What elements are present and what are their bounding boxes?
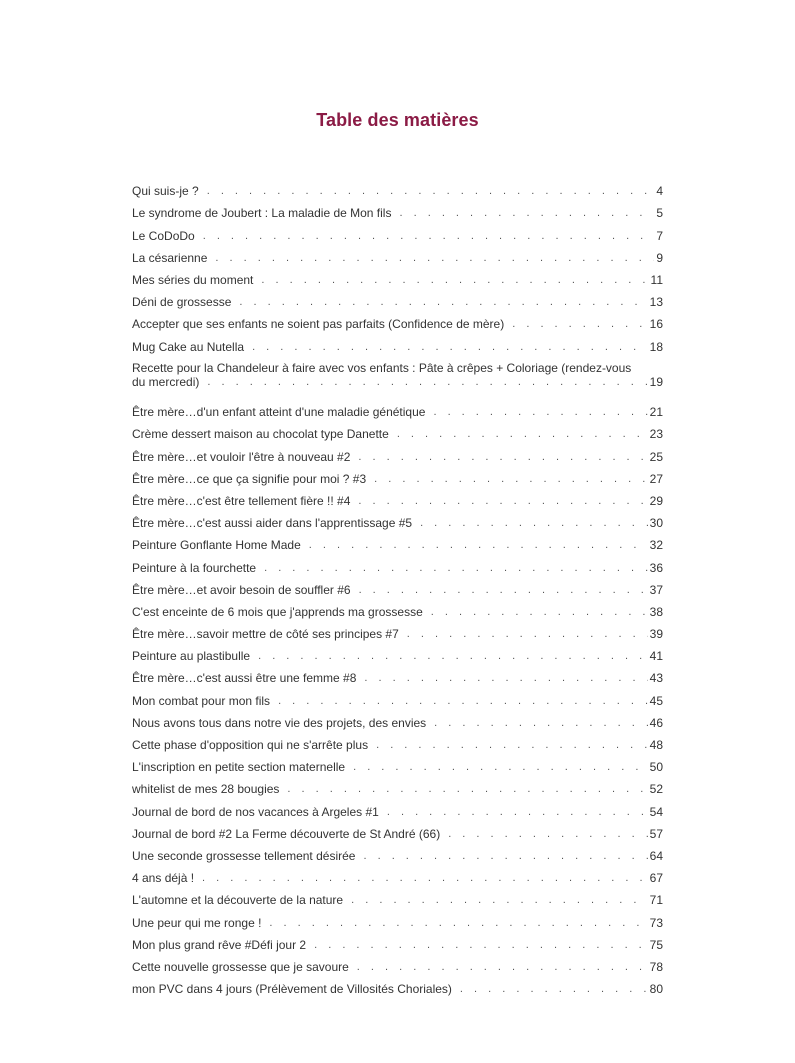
toc-entry[interactable] — [132, 597, 663, 619]
toc-dot-leader — [358, 450, 647, 464]
toc-entry-title: L'inscription en petite section maternelle — [132, 760, 346, 775]
toc-dot-leader — [207, 184, 655, 198]
toc-entry[interactable] — [132, 265, 663, 287]
toc-dot-leader — [374, 472, 648, 486]
toc-entry[interactable] — [132, 486, 663, 508]
toc-entry[interactable] — [132, 685, 663, 707]
toc-entry[interactable] — [132, 663, 663, 685]
toc-dot-leader — [261, 273, 648, 287]
toc-dot-leader — [433, 405, 647, 419]
toc-entry-page: 78 — [649, 959, 663, 974]
toc-entry-page: 16 — [649, 317, 663, 332]
toc-entry-page: 43 — [649, 671, 663, 686]
toc-entry-title: Peinture à la fourchette — [132, 560, 257, 575]
toc-entry-page: 46 — [649, 715, 663, 730]
toc-entry-page: 41 — [649, 649, 663, 664]
toc-entry[interactable] — [132, 176, 663, 198]
toc-dot-leader — [364, 671, 647, 685]
toc-entry-page: 9 — [656, 250, 663, 265]
toc-entry-title: Cette nouvelle grossesse que je savoure — [132, 959, 349, 974]
toc-entry-title: La césarienne — [132, 250, 208, 265]
toc-entry[interactable] — [132, 575, 663, 597]
toc-dot-leader — [309, 538, 648, 552]
toc-entry-title: Nous avons tous dans notre vie des projets, des envies — [132, 715, 427, 730]
toc-entry-title: mon PVC dans 4 jours (Prélèvement de Villosités Choriales) — [132, 982, 452, 997]
toc-entry[interactable] — [132, 287, 663, 309]
toc-dot-leader — [215, 251, 654, 265]
toc-entry[interactable] — [132, 397, 663, 419]
toc-dot-leader — [357, 960, 648, 974]
toc-dot-leader — [397, 427, 648, 441]
toc-entry-title: Être mère…et vouloir l'être à nouveau #2 — [132, 449, 351, 464]
toc-entry[interactable] — [132, 752, 663, 774]
toc-entry[interactable] — [132, 309, 663, 331]
toc-entry-page: 67 — [649, 871, 663, 886]
toc-entry[interactable] — [132, 974, 663, 996]
toc-dot-leader — [420, 516, 648, 530]
toc-entry-title: Être mère…c'est aussi aider dans l'apprentissage #5 — [132, 516, 413, 531]
toc-dot-leader — [407, 627, 648, 641]
toc-entry-page: 52 — [649, 782, 663, 797]
toc-entry[interactable] — [132, 952, 663, 974]
toc-entry-title: Une seconde grossesse tellement désirée — [132, 848, 356, 863]
toc-entry-page: 19 — [649, 374, 663, 389]
toc-entry[interactable] — [132, 508, 663, 530]
toc-entry-page: 30 — [649, 516, 663, 531]
toc-dot-leader — [258, 649, 648, 663]
table-of-contents — [132, 176, 663, 996]
toc-dot-leader — [387, 805, 648, 819]
toc-entry-page: 36 — [649, 560, 663, 575]
toc-entry[interactable] — [132, 841, 663, 863]
toc-entry[interactable] — [132, 907, 663, 929]
toc-entry-title: Mon combat pour mon fils — [132, 693, 271, 708]
toc-entry[interactable] — [132, 774, 663, 796]
toc-dot-leader — [431, 605, 648, 619]
toc-entry[interactable] — [132, 796, 663, 818]
toc-entry[interactable] — [132, 863, 663, 885]
toc-entry-page: 27 — [649, 471, 663, 486]
toc-entry-page: 25 — [649, 449, 663, 464]
toc-dot-leader — [353, 760, 648, 774]
toc-dot-leader — [314, 938, 648, 952]
toc-entry[interactable] — [132, 730, 663, 752]
toc-entry-page: 50 — [649, 760, 663, 775]
toc-entry-page: 75 — [649, 937, 663, 952]
toc-entry-page: 4 — [656, 184, 663, 199]
toc-dot-leader — [203, 229, 655, 243]
toc-entry-title-continued: du mercredi) — [132, 374, 200, 389]
toc-entry-page: 29 — [649, 493, 663, 508]
toc-entry-page: 38 — [649, 604, 663, 619]
toc-dot-leader — [202, 871, 648, 885]
toc-dot-leader — [358, 494, 647, 508]
toc-dot-leader — [264, 561, 648, 575]
toc-entry[interactable] — [132, 641, 663, 663]
toc-entry-title: Le CoDoDo — [132, 228, 195, 243]
toc-entry[interactable] — [132, 464, 663, 486]
toc-entry-page: 80 — [649, 982, 663, 997]
toc-entry-page: 57 — [649, 826, 663, 841]
toc-entry[interactable] — [132, 708, 663, 730]
toc-entry-title: Qui suis-je ? — [132, 184, 199, 199]
toc-dot-leader — [376, 738, 648, 752]
toc-dot-leader — [460, 982, 648, 996]
toc-entry-page: 18 — [649, 339, 663, 354]
toc-entry[interactable] — [132, 198, 663, 220]
toc-entry[interactable] — [132, 819, 663, 841]
toc-entry-title: Être mère…ce que ça signifie pour moi ? #3 — [132, 471, 367, 486]
toc-entry-title: Être mère…c'est aussi être une femme #8 — [132, 671, 357, 686]
toc-entry-page: 23 — [649, 427, 663, 442]
toc-entry[interactable] — [132, 552, 663, 574]
toc-entry-page: 11 — [650, 272, 663, 287]
toc-entry-title: C'est enceinte de 6 mois que j'apprends ma grossesse — [132, 604, 423, 619]
toc-entry[interactable] — [132, 354, 663, 389]
toc-entry-title: Peinture Gonflante Home Made — [132, 538, 301, 553]
toc-dot-leader — [239, 295, 647, 309]
toc-entry-title: Être mère…savoir mettre de côté ses principes #7 — [132, 627, 399, 642]
toc-entry-title: Mug Cake au Nutella — [132, 339, 245, 354]
toc-entry-page: 39 — [649, 627, 663, 642]
toc-entry[interactable] — [132, 619, 663, 641]
toc-entry-title: L'automne et la découverte de la nature — [132, 893, 344, 908]
toc-dot-leader — [359, 583, 648, 597]
toc-entry-page: 71 — [649, 893, 663, 908]
toc-dot-leader — [448, 827, 647, 841]
toc-entry-title: Être mère…c'est être tellement fière !! #4 — [132, 493, 351, 508]
toc-entry-title: Être mère…d'un enfant atteint d'une maladie génétique — [132, 405, 426, 420]
toc-entry-page: 21 — [649, 405, 663, 420]
toc-entry[interactable] — [132, 441, 663, 463]
toc-entry-title: Mes séries du moment — [132, 272, 254, 287]
toc-entry[interactable] — [132, 419, 663, 441]
toc-entry-title: Journal de bord #2 La Ferme découverte de St André (66) — [132, 826, 441, 841]
toc-entry[interactable] — [132, 530, 663, 552]
toc-entry-page: 45 — [649, 693, 663, 708]
toc-entry[interactable] — [132, 885, 663, 907]
toc-entry-page: 64 — [649, 848, 663, 863]
toc-entry-page: 13 — [649, 295, 663, 310]
toc-dot-leader — [287, 782, 647, 796]
toc-entry-page: 5 — [656, 206, 663, 221]
toc-entry-title: Être mère…et avoir besoin de souffler #6 — [132, 582, 351, 597]
toc-entry-page: 48 — [649, 738, 663, 752]
toc-entry[interactable] — [132, 331, 663, 353]
toc-entry[interactable] — [132, 220, 663, 242]
toc-entry-title: Une peur qui me ronge ! — [132, 915, 262, 930]
toc-entry-title: Crème dessert maison au chocolat type Danette — [132, 427, 389, 442]
toc-entry-title: Cette phase d'opposition qui ne s'arrête plus — [132, 738, 369, 752]
toc-dot-leader — [278, 694, 648, 708]
toc-entry-title: Recette pour la Chandeleur à faire avec vos enfants : Pâte à crêpes + Coloriage (rendez-vous — [132, 361, 632, 375]
toc-dot-leader — [512, 317, 647, 331]
toc-dot-leader — [207, 375, 647, 389]
toc-entry-page: 54 — [649, 804, 663, 819]
toc-entry-title: 4 ans déjà ! — [132, 871, 195, 886]
toc-entry-page: 32 — [649, 538, 663, 553]
toc-entry-title: Journal de bord de nos vacances à Argeles #1 — [132, 804, 379, 819]
toc-entry-title: Accepter que ses enfants ne soient pas parfaits (Confidence de mère) — [132, 317, 505, 332]
toc-entry[interactable] — [132, 243, 663, 265]
toc-entry-page: 7 — [656, 228, 663, 243]
toc-entry-page: 37 — [649, 582, 663, 597]
toc-entry-title: Mon plus grand rêve #Défi jour 2 — [132, 937, 307, 952]
toc-entry-title: Déni de grossesse — [132, 295, 232, 310]
toc-dot-leader — [363, 849, 647, 863]
toc-dot-leader — [434, 716, 647, 730]
toc-dot-leader — [252, 340, 648, 354]
page-title: Table des matières — [316, 110, 479, 131]
toc-entry-page: 73 — [649, 915, 663, 930]
toc-entry-title: Peinture au plastibulle — [132, 649, 251, 664]
toc-entry-title: Le syndrome de Joubert : La maladie de Mon fils — [132, 206, 392, 221]
toc-dot-leader — [351, 893, 648, 907]
toc-entry-title: whitelist de mes 28 bougies — [132, 782, 280, 797]
toc-entry[interactable] — [132, 930, 663, 952]
toc-dot-leader — [269, 916, 647, 930]
toc-dot-leader — [399, 206, 654, 220]
